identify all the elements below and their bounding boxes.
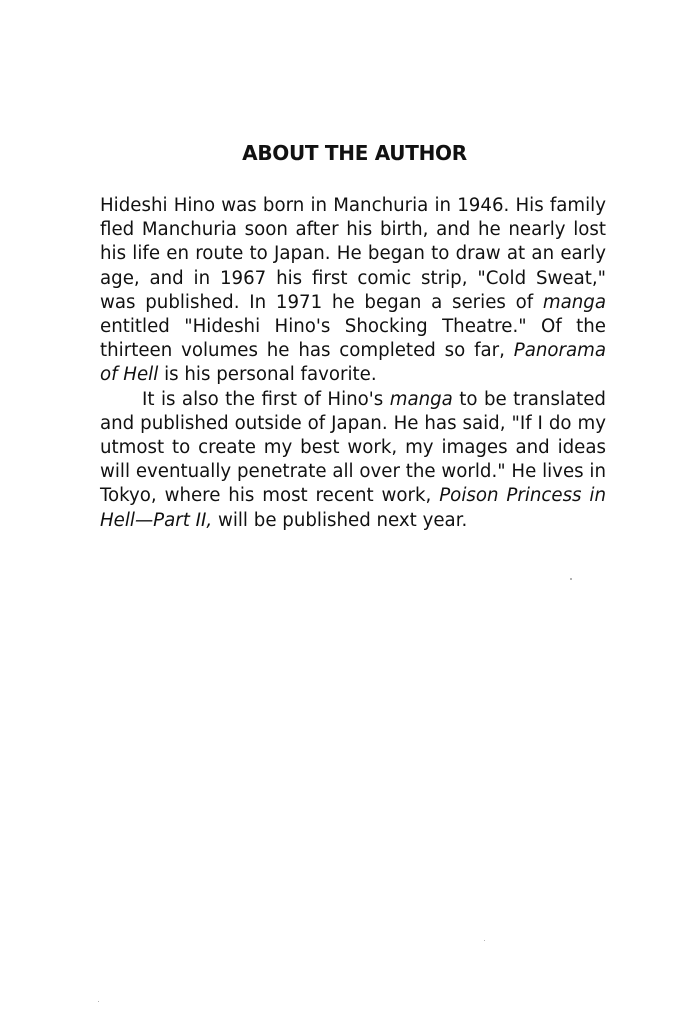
bio-italic-term: manga bbox=[389, 388, 453, 410]
bio-paragraph-1 bbox=[100, 194, 606, 388]
bio-paragraph-2 bbox=[100, 388, 606, 533]
bio-italic-term: manga bbox=[542, 291, 606, 313]
scan-speck bbox=[484, 940, 485, 941]
page-title: ABOUT THE AUTHOR bbox=[242, 141, 467, 165]
bio-text: will be published next year. bbox=[212, 509, 468, 531]
bio-book-title: Panorama of Hell bbox=[100, 340, 606, 386]
scan-speck bbox=[570, 578, 572, 580]
bio-book-title: Poison Princess in Hell—Part II, bbox=[100, 485, 606, 531]
bio-text: is his personal favorite. bbox=[158, 364, 377, 386]
bio-text: entitled "Hideshi Hino's Shocking Theatre." Of the thirteen volumes he has completed so far, bbox=[100, 316, 606, 362]
bio-text: Hideshi Hino was born in Manchuria in 1946. His family fled Manchuria soon after his birth, and he nearly lost his life en route to Japan. He began to draw at an early age, and in 1967 his first comic strip, "Cold Sweat," was published. In 1971 he began a series of bbox=[100, 195, 606, 313]
author-bio bbox=[100, 194, 606, 533]
bio-text: to be translated and published outside of Japan. He has said, "If I do my utmost to create my best work, my images and ideas will eventually penetrate all over the world." He lives in Tokyo, where his most recent work, bbox=[100, 388, 606, 507]
scan-speck bbox=[98, 1001, 99, 1002]
bio-text: It is also the first of Hino's bbox=[142, 388, 390, 410]
